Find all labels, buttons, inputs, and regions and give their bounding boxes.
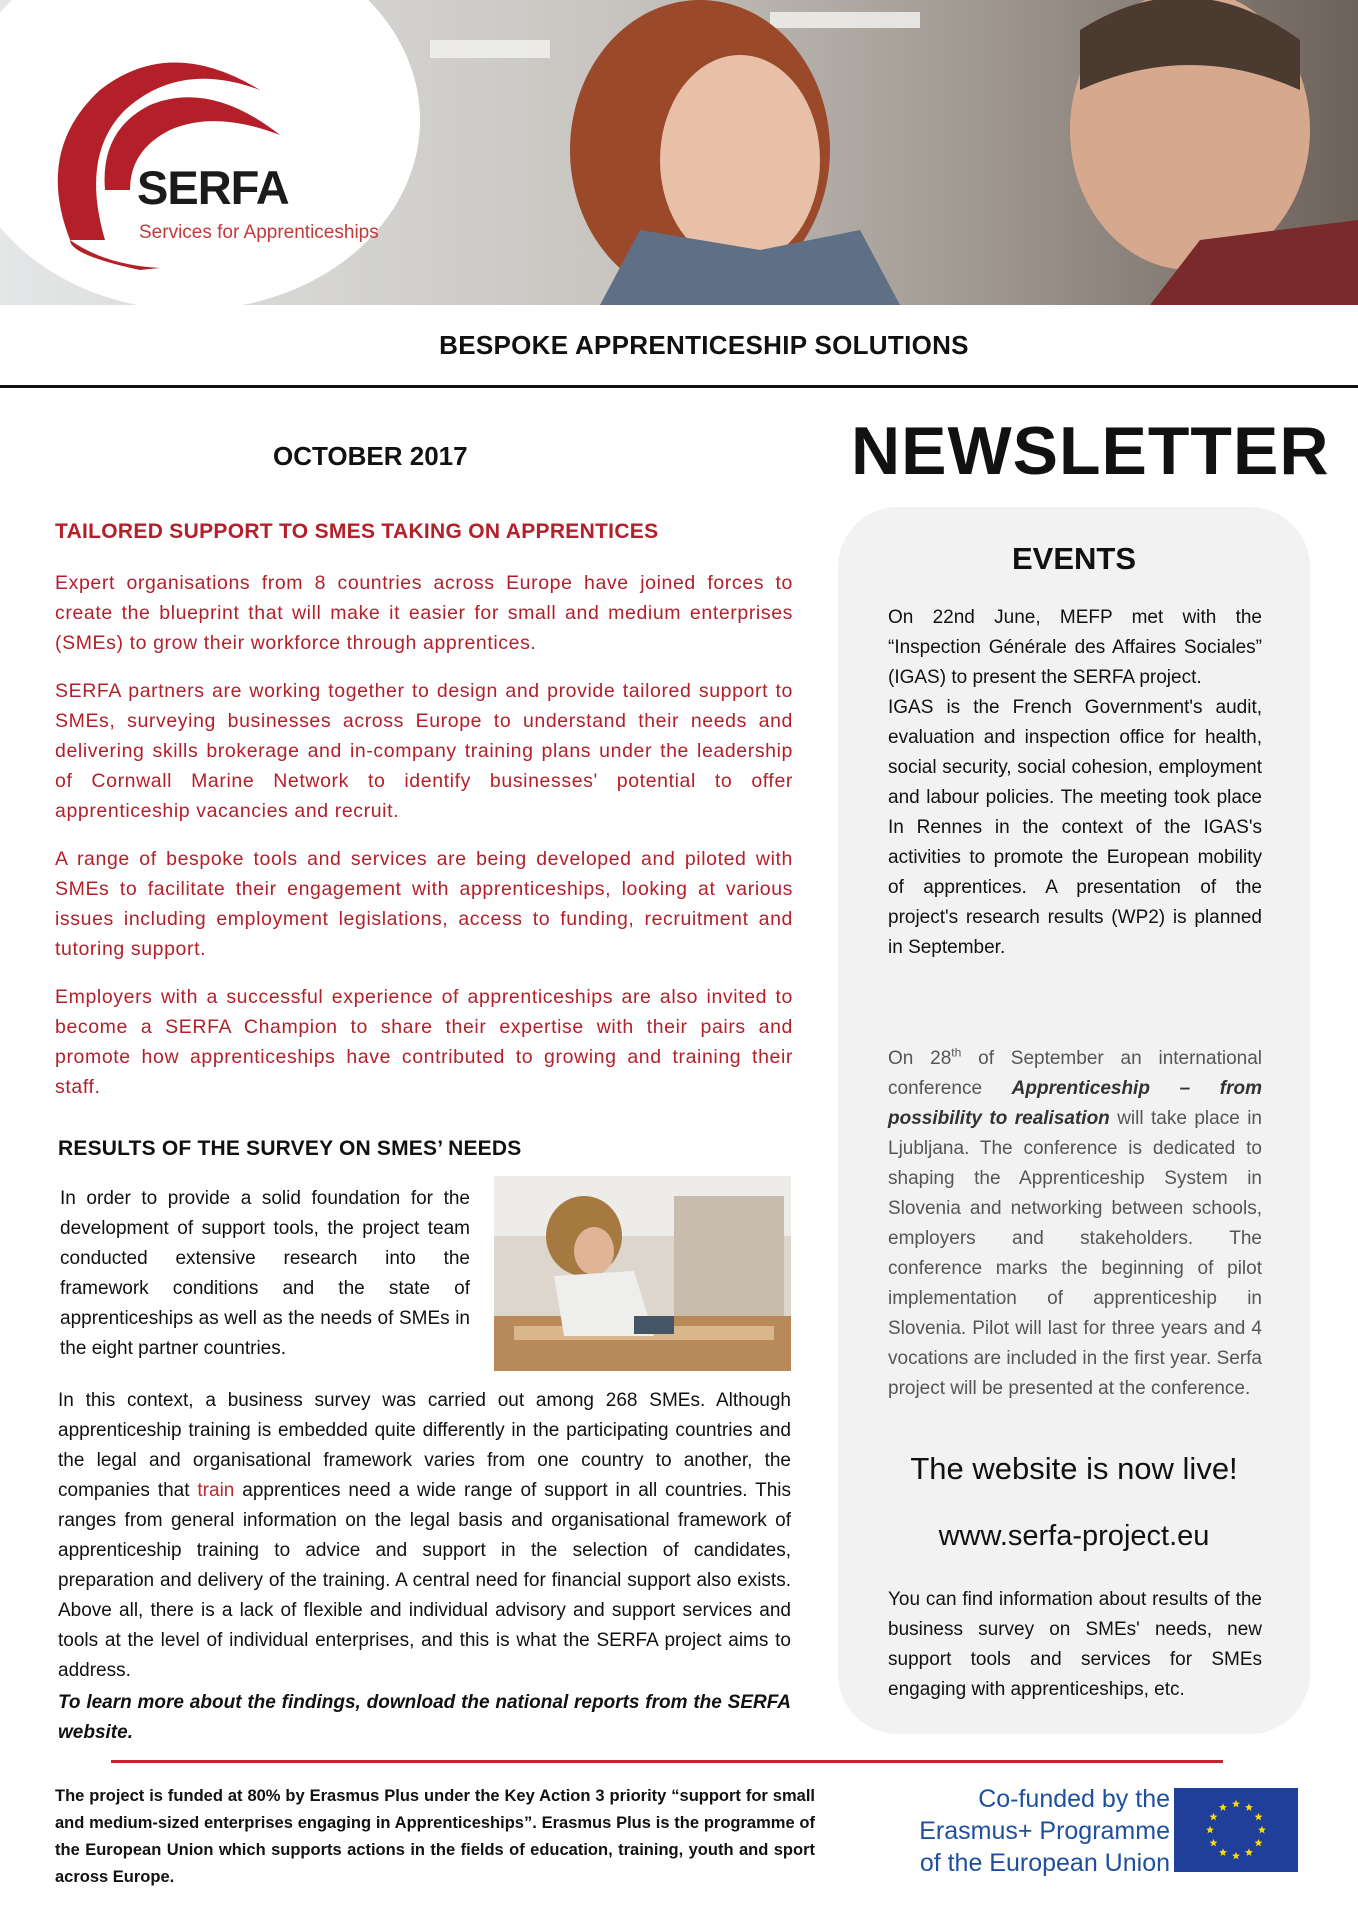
highlight-word: train	[197, 1480, 235, 1501]
survey-body	[58, 1386, 791, 1686]
ordinal-suffix: th	[951, 1045, 962, 1060]
event-item-igas	[888, 603, 1262, 963]
header-banner	[0, 0, 1358, 305]
website-link[interactable]: www.serfa-project.eu	[938, 1520, 1210, 1552]
cofunded-line: Erasmus+ Programme	[919, 1817, 1170, 1845]
event-text: will take place in Ljubljana. The conference is dedicated to shaping the Apprenticeship System in Slovenia and networking between schools, employers and stakeholders. The conference marks the beginning of pilot implementation of apprenticeship in Slovenia. Pilot will last for three years and 4 vocations are included in the first year. Serfa project will be presented at the conference.	[888, 1108, 1262, 1399]
header-divider	[0, 385, 1358, 388]
logo-title: SERFA	[137, 161, 289, 214]
cofunded-line: of the European Union	[919, 1849, 1170, 1877]
section-heading-tailored-support: TAILORED SUPPORT TO SMES TAKING ON APPRENTICES	[55, 520, 659, 543]
website-announcement: The website is now live!	[910, 1451, 1238, 1486]
paragraph: SERFA partners are working together to design and provide tailored support to SMEs, surveying businesses across Europe to understand their needs and delivering skills brokerage and in-company training plans under the leadership of Cornwall Marine Network to identify businesses' potential to offer apprenticeship vacancies and recruit.	[55, 680, 793, 822]
cofunded-label	[870, 1783, 1170, 1879]
newsletter-title: NEWSLETTER	[851, 413, 1330, 489]
survey-body-text: apprentices need a wide range of support in all countries. This ranges from general information on the legal basis and organisational framework of apprenticeship training to advice and support in the selection of candidates, preparation and delivery of the training. A central need for financial support also exists. Above all, there is a lack of flexible and individual advisory and support services and tools at the level of individual enterprises, and this is what the SERFA project aims to address.	[58, 1480, 791, 1681]
carpentry-photo-drawing	[494, 1176, 791, 1371]
conference-title: Apprenticeship – from possibility to realisation	[888, 1078, 1262, 1129]
event-text: IGAS is the French Government's audit, evaluation and inspection office for health, social security, social cohesion, employment and labour policies. The meeting took place In Rennes in the context of the IGAS's activities to promote the European mobility of apprentices. A presentation of the project's research results (WP2) is planned in September.	[888, 697, 1262, 958]
paragraph: Expert organisations from 8 countries across Europe have joined forces to create the blueprint that will make it easier for small and medium enterprises (SMEs) to grow their workforce through apprentices.	[55, 572, 793, 654]
event-item-ljubljana	[888, 1044, 1262, 1404]
issue-date: OCTOBER 2017	[273, 441, 468, 471]
event-text: On 28	[888, 1048, 952, 1069]
website-description: You can find information about results of the business survey on SMEs' needs, new support tools and services for SMEs engaging with apprenticeships, etc.	[888, 1589, 1262, 1700]
paragraph: A range of bespoke tools and services are being developed and piloted with SMEs to facilitate their engagement with apprenticeships, looking at various issues including employment legislations, access to funding, recruitment and tutoring support.	[55, 848, 793, 960]
funding-statement: The project is funded at 80% by Erasmus Plus under the Key Action 3 priority “support for small and medium-sized enterprises engaging in Apprenticeships”. Erasmus Plus is the programme of the European Union which supports actions in the fields of education, training, youth and sport across Europe.	[55, 1787, 815, 1886]
footer-divider	[111, 1760, 1223, 1763]
cofunded-line: Co-funded by the	[978, 1785, 1170, 1813]
eu-flag-icon	[1174, 1788, 1298, 1872]
section-heading-survey: RESULTS OF THE SURVEY ON SMES’ NEEDS	[58, 1137, 522, 1160]
survey-call-to-action: To learn more about the findings, download the national reports from the SERFA website.	[58, 1692, 791, 1743]
carpentry-photo	[494, 1176, 791, 1371]
event-text: of September an international conference	[888, 1048, 1262, 1099]
survey-body-text: In this context, a business survey was carried out among 268 SMEs. Although apprenticeship training is embedded quite differently in the participating countries and the legal and organisational framework varies from one country to another, the companies that	[58, 1390, 791, 1501]
logo-subtitle: Services for Apprenticeships	[139, 222, 379, 243]
tagline: BESPOKE APPRENTICESHIP SOLUTIONS	[439, 330, 969, 360]
survey-intro: In order to provide a solid foundation for the development of support tools, the project team conducted extensive research into the framework conditions and the state of apprenticeships as well as the needs of SMEs in the eight partner countries.	[60, 1188, 470, 1359]
paragraph: Employers with a successful experience of apprenticeships are also invited to become a SERFA Champion to share their expertise with their pairs and promote how apprenticeships have contributed to growing and training their staff.	[55, 986, 793, 1098]
events-heading: EVENTS	[1011, 541, 1137, 576]
event-text: On 22nd June, MEFP met with the “Inspection Générale des Affaires Sociales” (IGAS) to present the SERFA project.	[888, 607, 1262, 688]
